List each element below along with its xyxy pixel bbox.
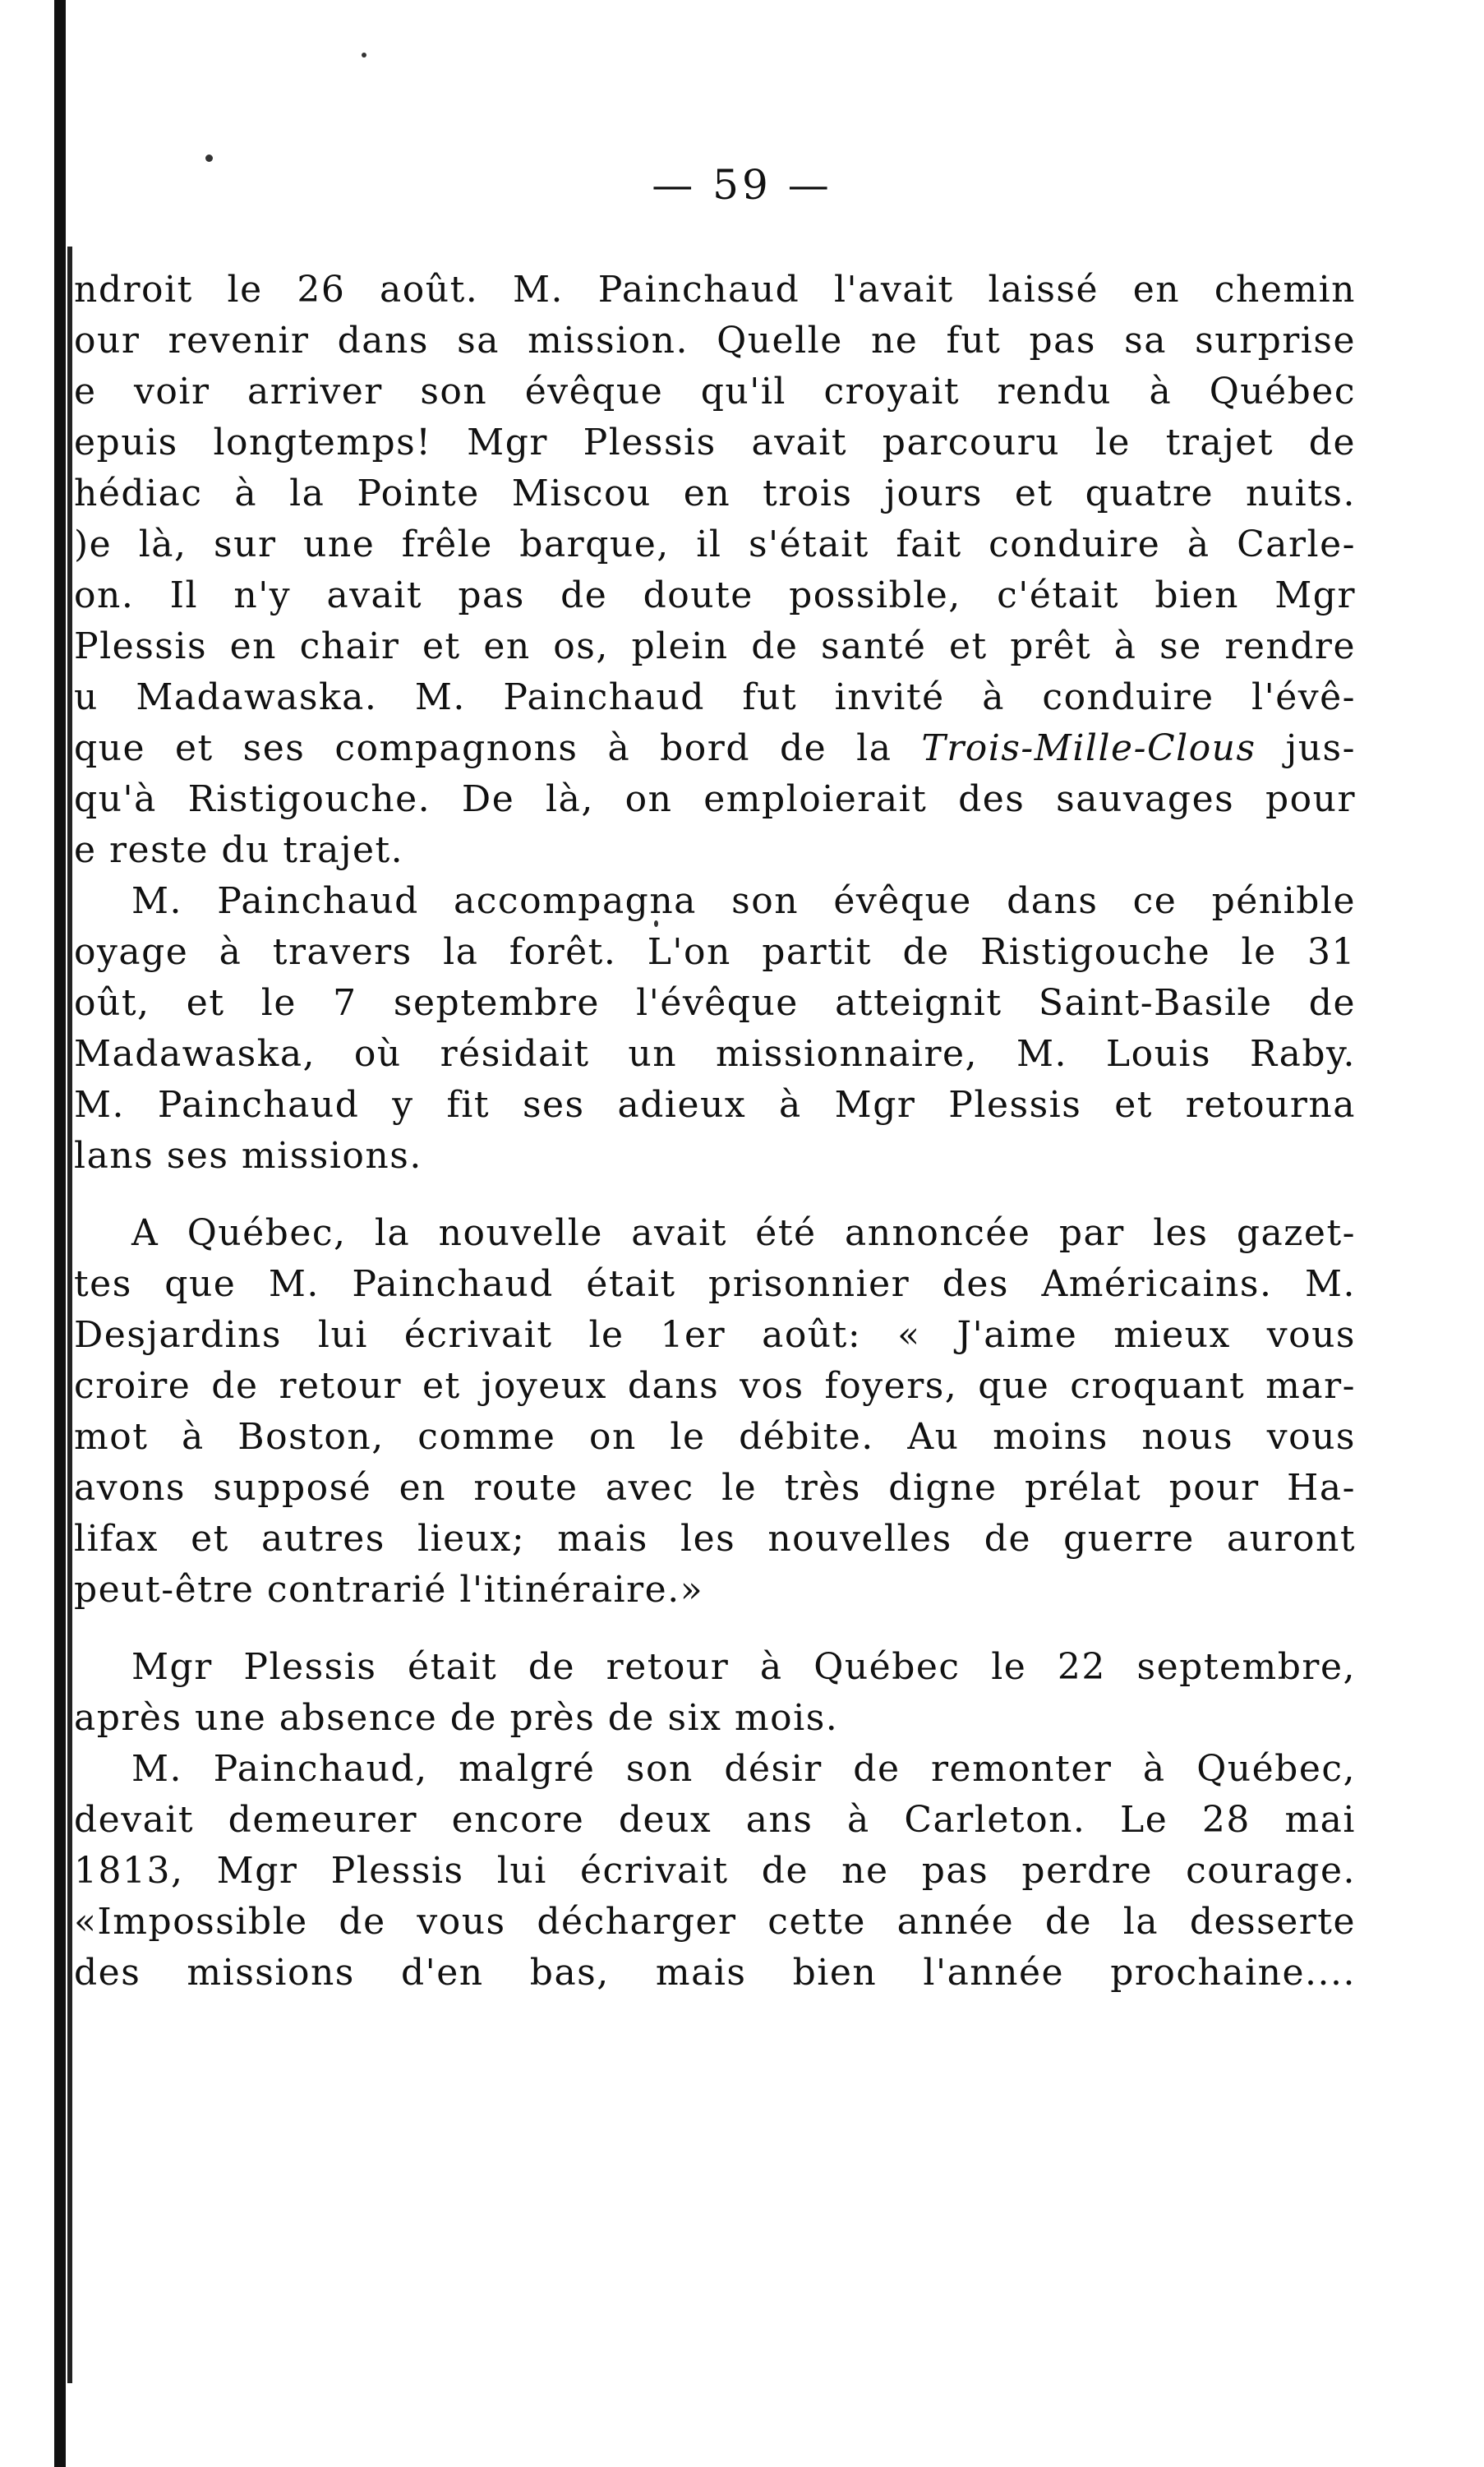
text-line: e voir arriver son évêque qu'il croyait rendu à Québec bbox=[74, 371, 1356, 413]
page-number: — 59 — bbox=[652, 161, 832, 209]
text-line: hédiac à la Pointe Miscou en trois jours et quatre nuits. bbox=[74, 473, 1356, 514]
text-line: avons supposé en route avec le très digne prélat pour Ha- bbox=[74, 1467, 1356, 1509]
paragraph bbox=[74, 1208, 1356, 1616]
text-line: M. Painchaud y fit ses adieux à Mgr Plessis et retourna bbox=[74, 1084, 1356, 1126]
text-line: Mgr Plessis était de retour à Québec le 22 septembre, bbox=[131, 1646, 1356, 1688]
text-line: ndroit le 26 août. M. Painchaud l'avait laissé en chemin bbox=[74, 269, 1356, 311]
text-line: 1813, Mgr Plessis lui écrivait de ne pas perdre courage. bbox=[74, 1850, 1356, 1892]
text-line: qu'à Ristigouche. De là, on emploierait des sauvages pour bbox=[74, 778, 1356, 820]
paragraph bbox=[74, 876, 1356, 1182]
text-line: Desjardins lui écrivait le 1er août: « J'aime mieux vous bbox=[74, 1314, 1356, 1356]
scan-speck bbox=[362, 53, 366, 58]
text-line: e reste du trajet. bbox=[74, 829, 404, 871]
text-line: lans ses missions. bbox=[74, 1135, 422, 1177]
text-line: croire de retour et joyeux dans vos foyers, que croquant mar- bbox=[74, 1365, 1356, 1407]
text-line: après une absence de près de six mois. bbox=[74, 1697, 839, 1739]
paragraph bbox=[74, 265, 1356, 876]
text-line: A Québec, la nouvelle avait été annoncée par les gazet- bbox=[131, 1212, 1356, 1254]
text-line: Madawaska, où résidait un missionnaire, M. Louis Raby. bbox=[74, 1033, 1356, 1075]
text-line: des missions d'en bas, mais bien l'année prochaine.... bbox=[74, 1952, 1356, 1994]
text-line: Plessis en chair et en os, plein de santé et prêt à se rendre bbox=[74, 625, 1356, 667]
scan-binding-edge bbox=[54, 0, 66, 2467]
ship-name: Trois-Mille-Clous bbox=[921, 727, 1256, 769]
text-line-with-ship-name bbox=[74, 723, 1356, 774]
text-line: peut-être contrarié l'itinéraire.» bbox=[74, 1569, 704, 1611]
paragraph-gap bbox=[74, 1182, 1356, 1208]
text-segment: jus- bbox=[1256, 727, 1356, 769]
paragraph bbox=[74, 1744, 1356, 1999]
page-body-text bbox=[74, 265, 1356, 1999]
text-line: u Madawaska. M. Painchaud fut invité à conduire l'évê- bbox=[74, 676, 1356, 718]
text-line: «Impossible de vous décharger cette année de la desserte bbox=[74, 1901, 1356, 1943]
text-line: our revenir dans sa mission. Quelle ne fut pas sa surprise bbox=[74, 320, 1356, 362]
text-line: devait demeurer encore deux ans à Carleton. Le 28 mai bbox=[74, 1799, 1356, 1841]
text-line: mot à Boston, comme on le débite. Au moins nous vous bbox=[74, 1416, 1356, 1458]
text-line: M. Painchaud, malgré son désir de remonter à Québec, bbox=[131, 1748, 1356, 1790]
paragraph bbox=[74, 1642, 1356, 1744]
text-line: lifax et autres lieux; mais les nouvelles de guerre auront bbox=[74, 1518, 1356, 1560]
text-line: )e là, sur une frêle barque, il s'était fait conduire à Carle- bbox=[74, 523, 1356, 565]
scan-binding-shadow bbox=[67, 247, 72, 2383]
text-line: M. Painchaud accompagna son évêque dans ce pénible bbox=[131, 880, 1356, 922]
text-line: epuis longtemps! Mgr Plessis avait parcouru le trajet de bbox=[74, 422, 1356, 463]
text-line: oût, et le 7 septembre l'évêque atteignit Saint-Basile de bbox=[74, 982, 1356, 1024]
text-segment: que et ses compagnons à bord de la bbox=[74, 727, 922, 769]
paragraph-gap bbox=[74, 1616, 1356, 1642]
text-line: oyage à travers la forêt. L'on partit de Ristigouche le 31 bbox=[74, 931, 1356, 973]
text-line: tes que M. Painchaud était prisonnier des Américains. M. bbox=[74, 1263, 1356, 1305]
text-line: on. Il n'y avait pas de doute possible, c'était bien Mgr bbox=[74, 574, 1356, 616]
